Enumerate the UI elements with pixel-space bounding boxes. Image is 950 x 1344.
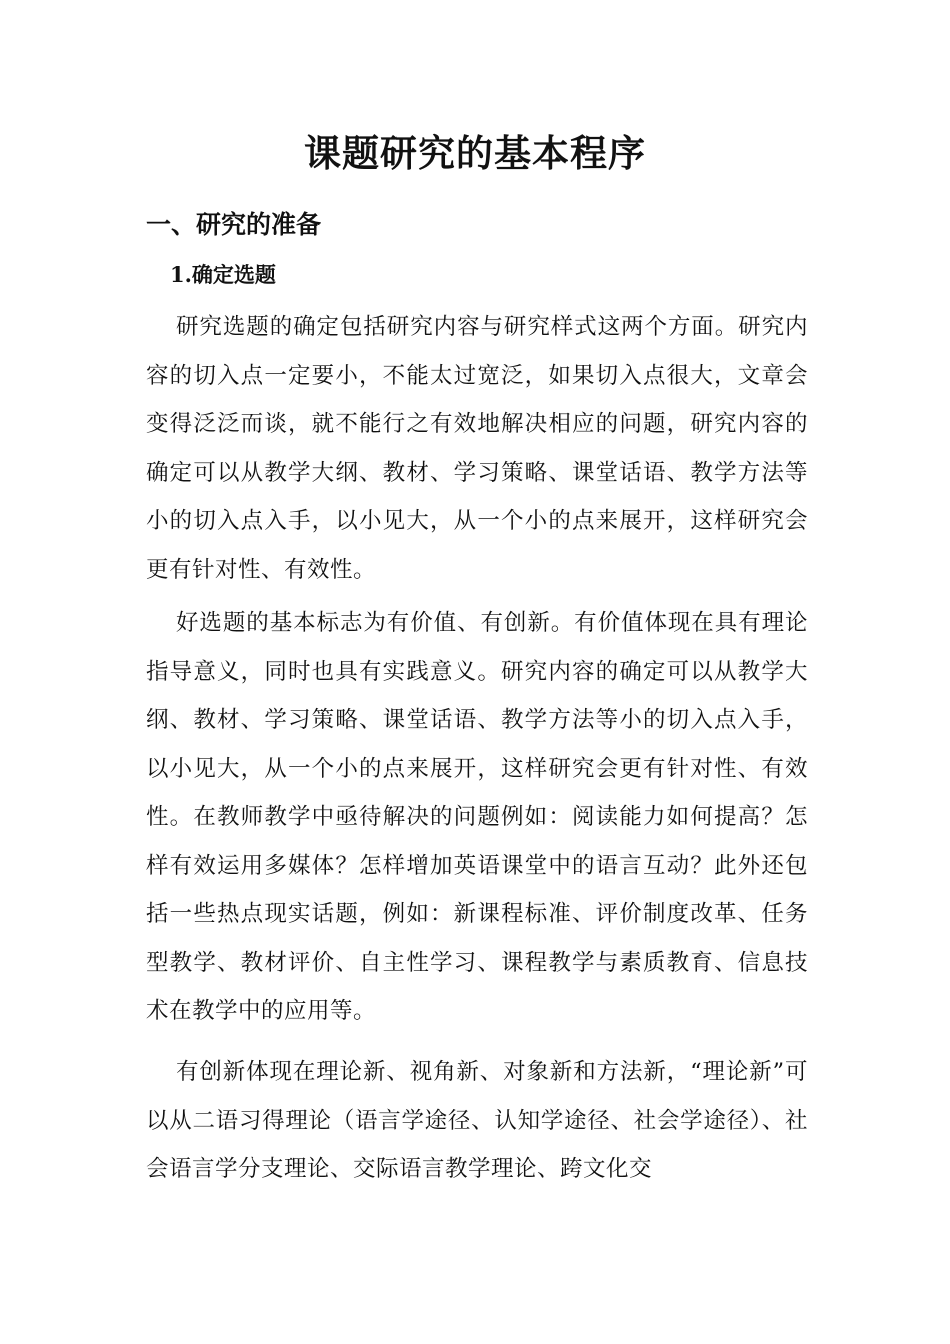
section-heading: 一、研究的准备 xyxy=(146,210,322,239)
document-title: 课题研究的基本程序 xyxy=(304,132,646,175)
body-paragraph: 有创新体现在理论新、视角新、对象新和方法新，“理论新”可以从二语习得理论（语言学途径、认知学途径、社会学途径）、社会语言学分支理论、交际语言教学理论、跨文化交 xyxy=(146,1059,808,1182)
body-paragraph: 好选题的基本标志为有价值、有创新。有价值体现在具有理论指导意义，同时也具有实践意义。研究内容的确定可以从教学大纲、教材、学习策略、课堂话语、教学方法等小的切入点入手，以小见大，从一个小的点来展开，这样研究会更有针对性、有效性。在教师教学中亟待解决的问题例如：阅读能力如何提高？怎样有效运用多媒体？怎样增加英语课堂中的语言互动？此外还包括一些热点现实话题，例如：新课程标准、评价制度改革、任务型教学、教材评价、自主性学习、课程教学与素质教育、信息技术在教学中的应用等。 xyxy=(146,610,808,1024)
sub-heading: 1.确定选题 xyxy=(170,262,276,287)
body-paragraph: 研究选题的确定包括研究内容与研究样式这两个方面。研究内容的切入点一定要小，不能太过宽泛，如果切入点很大，文章会变得泛泛而谈，就不能行之有效地解决相应的问题，研究内容的确定可以从教学大纲、教材、学习策略、课堂话语、教学方法等小的切入点入手，以小见大，从一个小的点来展开，这样研究会更有针对性、有效性。 xyxy=(146,314,808,583)
